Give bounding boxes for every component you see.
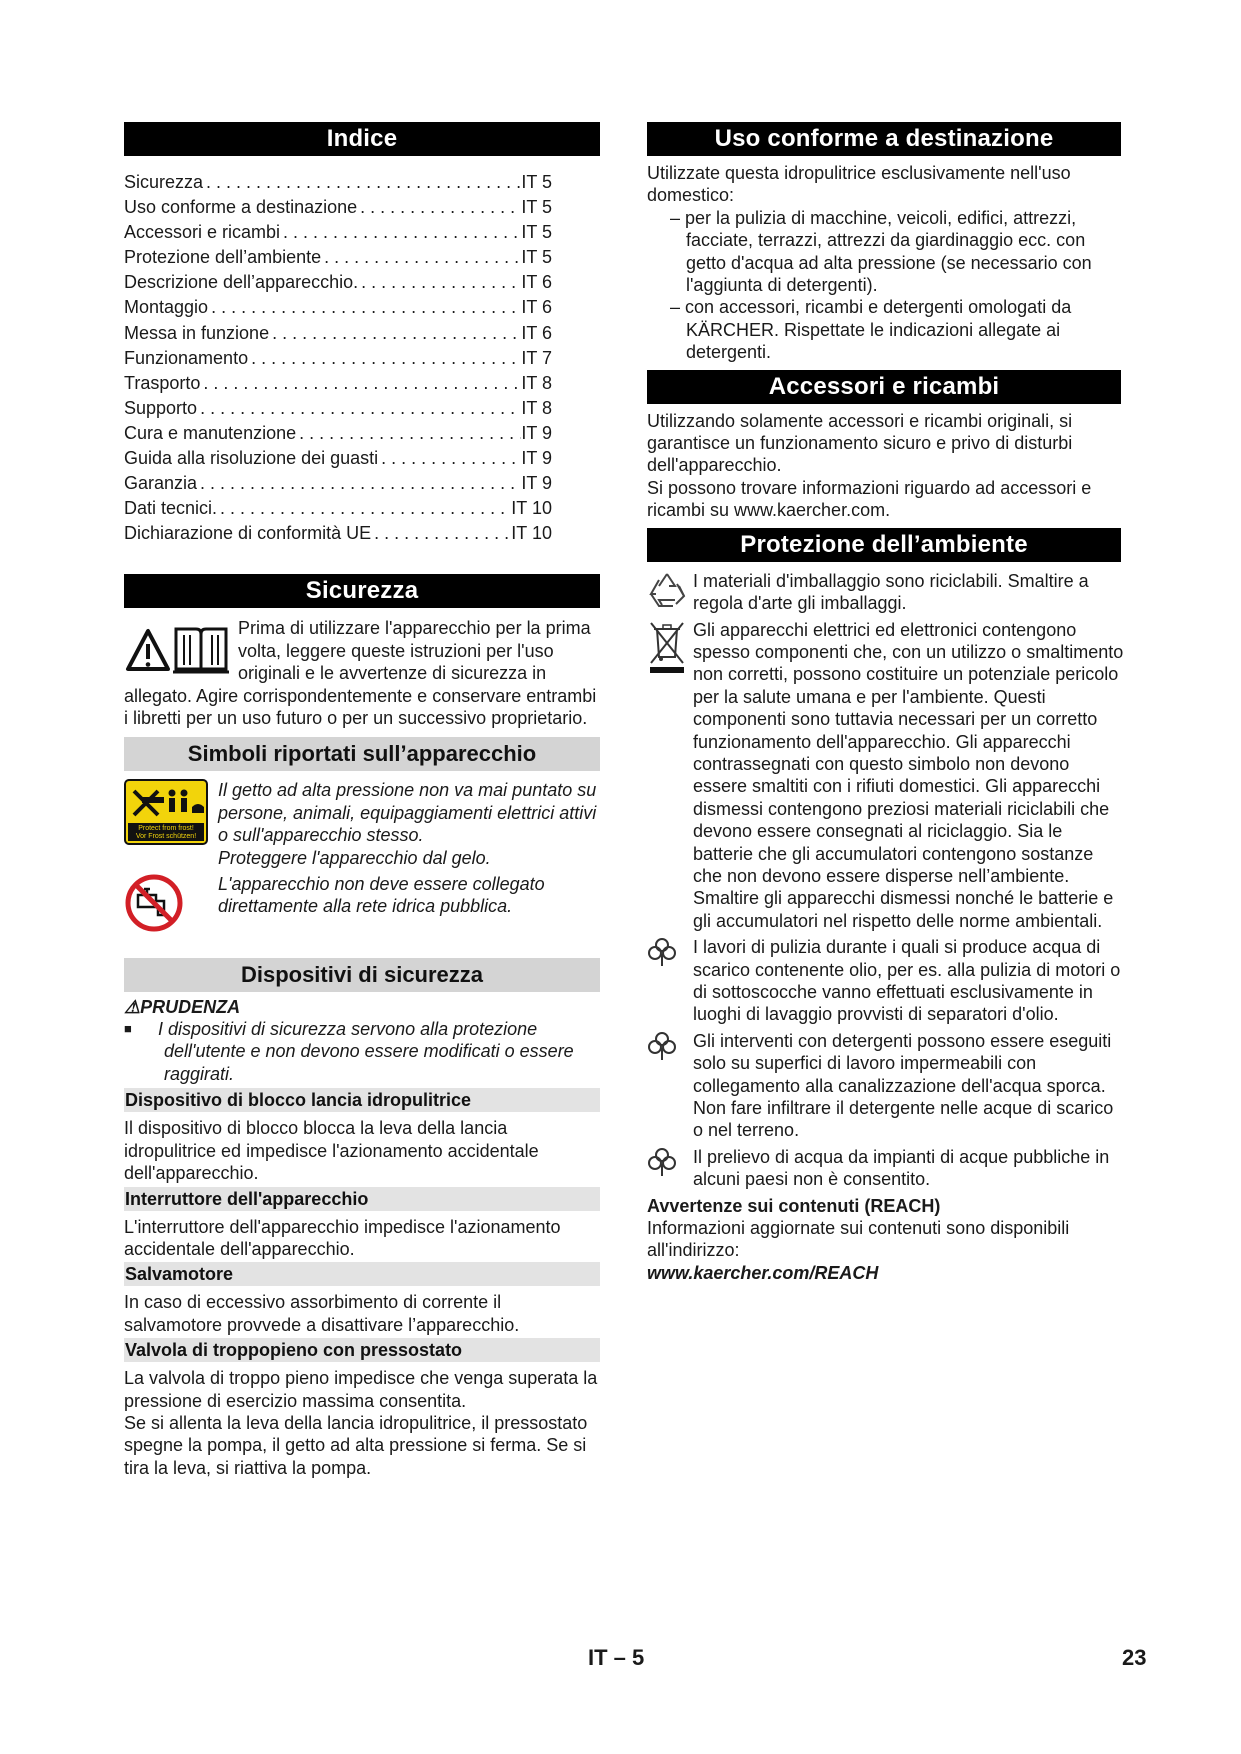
toc-item[interactable]: Funzionamento . . . IT 7 <box>124 346 552 371</box>
safety-heading: Sicurezza <box>124 574 600 608</box>
accessories-text-1: Utilizzando solamente accessori e ricambi originali, si garantisce un funzionamento sicuro e privo di disturbi dell'apparecchio. <box>647 410 1073 476</box>
env-public-water-row <box>647 1146 1125 1191</box>
motor-text: In caso di eccessivo assorbimento di corrente il salvamotore provvede a disattivare l’apparecchio. <box>124 1292 520 1335</box>
high-pressure-warning-icon <box>124 779 218 850</box>
accessories-text-2: Si possono trovare informazioni riguardo ad accessori e ricambi su www.kaercher.com. <box>647 477 1092 521</box>
toc-item[interactable]: Dichiarazione di conformità UE . . . IT 10 <box>124 521 552 546</box>
warning-manual-icon <box>124 617 234 679</box>
toc-item[interactable]: Garanzia . . . IT 9 <box>124 471 552 496</box>
env-weee-row <box>647 619 1125 933</box>
toc-item[interactable]: Trasporto . . . IT 8 <box>124 371 552 396</box>
use-heading: Uso conforme a destinazione <box>647 122 1121 156</box>
reach-heading: Avvertenze sui contenuti (REACH) <box>647 1195 941 1216</box>
caution-text: I dispositivi di sicurezza servono alla protezione dell'utente e non devono essere modificati o essere raggirati. <box>158 1019 574 1084</box>
crossed-bin-icon <box>647 619 693 659</box>
environment-tree-icon <box>647 1146 693 1186</box>
toc-item[interactable]: Uso conforme a destinazione . . . IT 5 <box>124 195 552 220</box>
frost-text: Proteggere l'apparecchio dal gelo. <box>218 847 491 868</box>
valve-text-2: Se si allenta la leva della lancia idropulitrice, il pressostato spegne la pompa, il getto ad alta pressione si ferma. Se si tira la leva, si riattiva la pompa. <box>124 1412 588 1478</box>
lock-heading: Dispositivo di blocco lancia idropulitrice <box>124 1088 600 1112</box>
caution-label: ⚠PRUDENZA <box>124 997 241 1018</box>
devices-heading: Dispositivi di sicurezza <box>124 958 600 992</box>
toc-item[interactable]: Montaggio . . . IT 6 <box>124 295 552 320</box>
env-detergent-row <box>647 1030 1125 1142</box>
right-column <box>647 122 1125 1284</box>
valve-text-1: La valvola di troppo pieno impedisce che venga superata la pressione di esercizio massima consentita. <box>124 1368 598 1411</box>
toc-item[interactable]: Descrizione dell’apparecchio. . . . IT 6 <box>124 270 552 295</box>
symbol-row-jet <box>124 779 600 869</box>
caution-warning-icon: ⚠ <box>124 997 141 1018</box>
water-network-text: L'apparecchio non deve essere collegato direttamente alla rete idrica pubblica. <box>218 874 545 917</box>
switch-text: L'interruttore dell'apparecchio impedisce l'azionamento accidentale dell'apparecchio. <box>124 1216 561 1259</box>
reach-link[interactable]: www.kaercher.com/REACH <box>647 1262 879 1283</box>
frost-sticker-text-2: Vor Frost schützen! <box>135 833 197 841</box>
environment-heading: Protezione dell’ambiente <box>647 528 1121 562</box>
valve-heading: Valvola di troppopieno con pressostato <box>124 1338 600 1362</box>
env-oil-row <box>647 936 1125 1026</box>
toc-item[interactable]: Dati tecnici. . . . IT 10 <box>124 496 552 521</box>
caution-item <box>124 1018 600 1085</box>
toc-item[interactable]: Accessori e ricambi . . . IT 5 <box>124 220 552 245</box>
symbol-row-water <box>124 873 600 938</box>
toc-item[interactable]: Sicurezza . . . IT 5 <box>124 170 552 195</box>
toc-item[interactable]: Guida alla risoluzione dei guasti . . . IT 9 <box>124 446 552 471</box>
env-weee-text: Gli apparecchi elettrici ed elettronici contengono spesso componenti che, con un utilizzo o smaltimento non corretti, possono costituire un potenziale pericolo per la salute umana e per l'ambiente. Questi componenti sono tuttavia necessari per un corretto funzionamento dell'apparecchio. Gli apparecchi contrassegnati con questo simbolo non devono essere smaltiti con i rifiuti domestici. Gli apparecchi dismessi contengono preziosi materiali riciclabili che devono essere consegnati al riciclaggio. Sia le batterie che gli accumulatori contengono sostanze che non devono essere disperse nell’ambiente. Smaltire gli apparecchi dismessi nonché le batterie e gli accumulatori nel rispetto delle norme ambientali. <box>693 619 1124 931</box>
toc-item[interactable]: Cura e manutenzione . . . IT 9 <box>124 421 552 446</box>
use-item-2: – con accessori, ricambi e detergenti omologati da KÄRCHER. Rispettate le indicazioni allegate ai detergenti. <box>670 297 1072 363</box>
no-direct-water-connection-icon <box>124 873 218 938</box>
env-public-water-text: Il prelievo di acqua da impianti di acque pubbliche in alcuni paesi non è consentito. <box>693 1146 1110 1190</box>
environment-tree-icon <box>647 1030 693 1070</box>
toc-item[interactable]: Messa in funzione . . . IT 6 <box>124 321 552 346</box>
recycle-icon <box>647 570 693 610</box>
index-heading: Indice <box>124 122 600 156</box>
symbols-heading: Simboli riportati sull’apparecchio <box>124 737 600 771</box>
env-oil-text: I lavori di pulizia durante i quali si produce acqua di scarico contenente olio, per es. alla pulizia di motori o di sottoscocche vanno effettuati esclusivamente in luoghi di lavaggio provvisti di separatori d'olio. <box>693 937 1121 1025</box>
env-detergent-text: Gli interventi con detergenti possono essere eseguiti solo su superfici di lavoro impermeabili con collegamento alla canalizzazione dell'acqua sporca. Non fare infiltrare il detergente nelle acque di scarico o nel terreno. <box>693 1030 1114 1141</box>
use-intro: Utilizzate questa idropulitrice esclusivamente nell'uso domestico: <box>647 163 1071 206</box>
switch-heading: Interruttore dell'apparecchio <box>124 1187 600 1211</box>
table-of-contents <box>124 170 600 546</box>
env-packaging-text: I materiali d'imballaggio sono riciclabili. Smaltire a regola d'arte gli imballaggi. <box>693 570 1089 614</box>
safety-intro-block <box>124 617 600 729</box>
reach-text: Informazioni aggiornate sui contenuti sono disponibili all'indirizzo: <box>647 1218 1070 1261</box>
frost-sticker-text-1: Protect from frost! <box>138 825 194 833</box>
footer-page-number: 23 <box>1122 1645 1147 1670</box>
footer-section-code: IT – 5 <box>588 1645 645 1670</box>
use-item-1: – per la pulizia di macchine, veicoli, edifici, attrezzi, facciate, terrazzi, attrezzi da giardinaggio ecc. con getto d'acqua ad alta pressione (se necessario con l'aggiunta di detergenti). <box>670 207 1092 296</box>
env-packaging-row <box>647 570 1125 615</box>
bullet-icon: ■ <box>124 1021 132 1037</box>
toc-item[interactable]: Protezione dell’ambiente . . . IT 5 <box>124 245 552 270</box>
environment-tree-icon <box>647 936 693 976</box>
toc-item[interactable]: Supporto . . . IT 8 <box>124 396 552 421</box>
left-column <box>124 122 600 1479</box>
accessories-heading: Accessori e ricambi <box>647 370 1121 404</box>
lock-text: Il dispositivo di blocco blocca la leva della lancia idropulitrice ed impedisce l'azionamento accidentale dell'apparecchio. <box>124 1118 539 1184</box>
motor-heading: Salvamotore <box>124 1262 600 1286</box>
jet-warning-text: Il getto ad alta pressione non va mai puntato su persone, animali, equipaggiamenti elettrici attivi o sull'apparecchio stesso. <box>218 780 597 846</box>
safety-intro-text: Prima di utilizzare l'apparecchio per la prima volta, leggere queste istruzioni per l'uso originali e le avvertenze di sicurezza in allegato. Agire corrispondentemente e conservare entrambi i libretti per un uso futuro o per un successivo proprietario. <box>124 618 597 729</box>
